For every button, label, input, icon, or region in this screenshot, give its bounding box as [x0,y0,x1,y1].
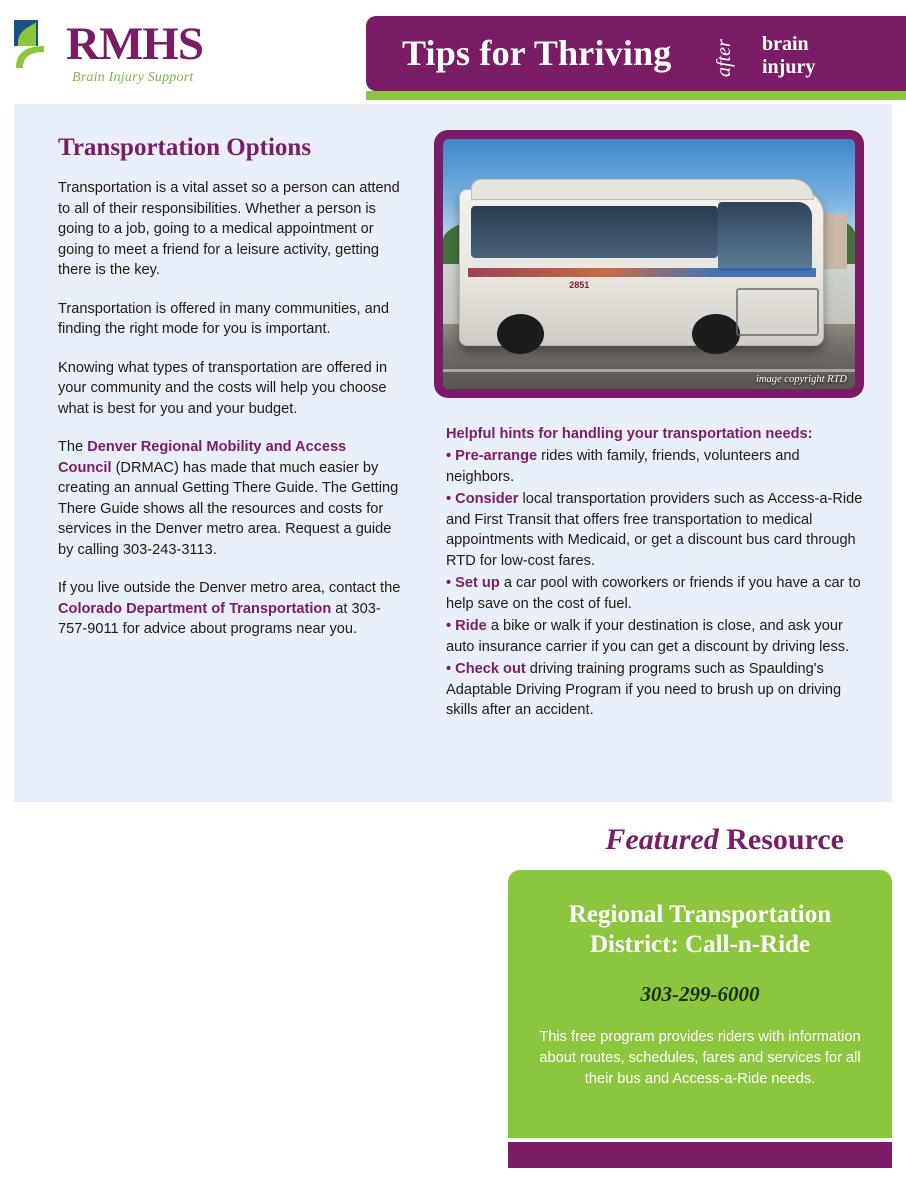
hint-lead: Ride [455,618,487,634]
bus-bike-rack [736,288,820,335]
page-title: Transportation Options [58,134,312,161]
hint-lead: Check out [455,661,526,677]
hints-block [446,426,871,723]
paragraph-2: Transportation is offered in many communities, and finding the right mode for you is important. [58,300,389,337]
cdot-post: at 303-757-9011 for advice about programs near you. [58,600,381,637]
resource-title: Regional Transportation District: Call-n-Ride [568,901,832,958]
banner-title: Tips for Thriving [402,33,672,73]
logo-wordmark: RMHS [66,18,203,70]
resource-card-footer-bar [508,1142,892,1168]
bus-wheel-front [497,314,544,354]
bus-wheel-rear [692,314,739,354]
header-green-rule [366,91,906,100]
bus-number: 2851 [569,279,590,290]
hint-text: local transportation providers such as Access-a-Ride and First Transit that offers free transportation to medical appointments with Medicaid, or get a discount bus card through RTD for low-cost fares. [446,491,863,569]
bullet-icon: • [446,448,452,464]
hint-lead: Pre-arrange [455,448,538,464]
page-header [0,0,906,96]
photo-road-line [443,369,855,372]
drmac-post: (DRMAC) has made that much easier by creating an annual Getting There Guide. The Getting There Guide shows all the resources and costs for services in the Denver metro area. Request a guide by calling 303-243-3113. [58,459,399,558]
bus-roof [471,179,814,200]
resource-phone: 303-299-6000 [640,982,760,1006]
banner-after-word: after [713,39,735,77]
rmhs-logo [14,18,304,88]
title-banner [366,16,906,91]
left-column [58,134,403,640]
cdot-pre: If you live outside the Denver metro area, contact the [58,580,401,596]
hint-item [446,659,871,721]
hints-heading: Helpful hints for handling your transportation needs: [446,426,813,442]
bullet-icon: • [446,491,452,507]
hint-item [446,446,871,487]
hint-lead: Set up [455,575,500,591]
featured-resource-card [508,870,892,1138]
bus-photo [443,139,855,389]
bus-side-windows [471,206,718,259]
main-panel [14,104,892,802]
paragraph-3: Knowing what types of transportation are offered in your community and the costs will help you choose what is best for you and your budget. [58,359,388,417]
logo-subtitle: Brain Injury Support [72,70,194,85]
bullet-icon: • [446,661,452,677]
banner-brain-injury: brain injury [762,33,816,78]
hint-lead: Consider [455,491,519,507]
cdot-link: Colorado Department of Transportation [58,600,332,617]
hint-item [446,616,871,657]
hint-text: driving training programs such as Spaulding's Adaptable Driving Program if you need to brush up on driving skills after an accident. [446,661,842,718]
photo-credit: image copyright RTD [756,374,847,385]
bus-stripe [468,268,816,277]
hint-item [446,573,871,614]
paragraph-cdot [58,578,403,640]
photo-bus [459,189,824,346]
paragraph-1: Transportation is a vital asset so a person can attend to all of their responsibilities. Whether a person is going to a job, going to a medical appointment or going to meet a friend for a leisure activity, getting there is the key. [58,180,400,278]
resource-word: Resource [718,823,844,856]
paragraph-drmac [58,437,403,560]
hint-text: rides with family, friends, volunteers and neighbors. [446,448,800,485]
hint-item [446,489,871,571]
featured-resource-heading [605,823,844,857]
bus-windshield [718,202,812,270]
drmac-link: Denver Regional Mobility and Access Council [58,439,347,476]
rmhs-logo-mark [14,20,62,70]
hint-text: a car pool with coworkers or friends if you have a car to help save on the cost of fuel. [446,575,861,612]
bullet-icon: • [446,575,452,591]
resource-description: This free program provides riders with information about routes, schedules, fares and services for all their bus and Access-a-Ride needs. [539,1029,861,1087]
bullet-icon: • [446,618,452,634]
hint-text: a bike or walk if your destination is close, and ask your auto insurance carrier if you can get a discount by driving less. [446,618,850,655]
bus-photo-frame [434,130,864,398]
drmac-pre: The [58,439,88,455]
featured-word: Featured [605,823,719,856]
